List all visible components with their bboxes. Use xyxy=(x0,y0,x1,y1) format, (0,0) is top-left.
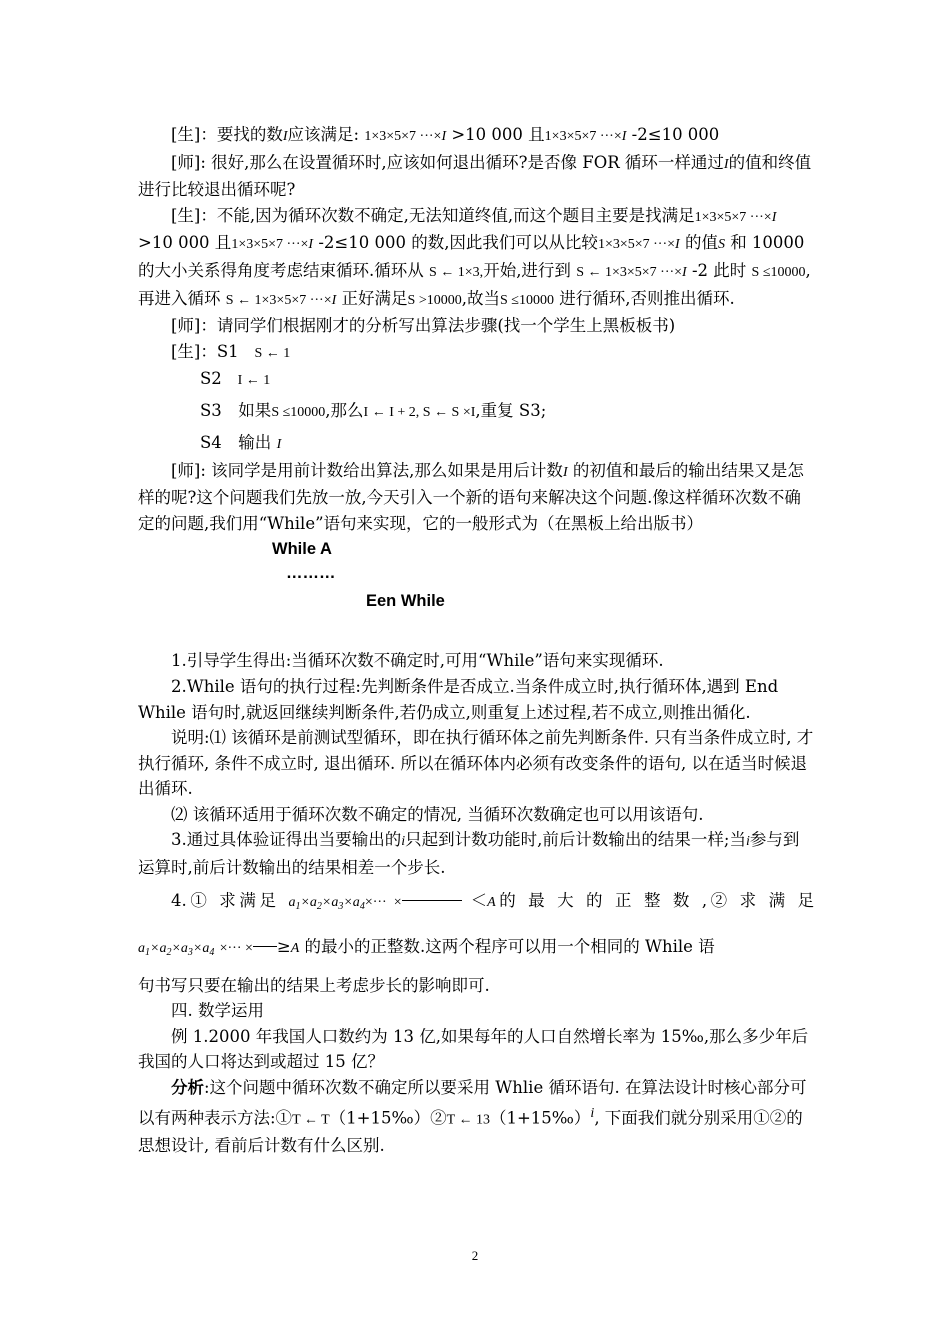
text: 的最小的正整数.这两个程序可以用一个相同的 While 语 xyxy=(304,936,715,956)
math-var: S xyxy=(717,237,725,253)
math-expr: S ← 1×3×5×7 ···× xyxy=(225,292,332,308)
math-var: i xyxy=(401,834,406,850)
text: 开始,进行到 xyxy=(483,260,571,280)
text: 参与到运算时,前后计数输出的结果相差一个步长. xyxy=(138,830,800,878)
math-var: I xyxy=(771,209,777,225)
step-2 xyxy=(138,366,814,394)
text: [生]：不能,因为循环次数不确定,无法知道终值,而这个题目主要是找满足 xyxy=(171,205,695,225)
code-end-while: Een While xyxy=(366,592,445,611)
math-var: i xyxy=(745,834,750,850)
text: （1+15‰） xyxy=(489,1108,591,1128)
math-expr: S ≤10000 xyxy=(499,292,554,308)
math-product: 1×3×5×7 ···× xyxy=(364,129,442,144)
text: [生]：要找的数 xyxy=(171,125,283,144)
math-var: A xyxy=(290,940,300,956)
blank-line xyxy=(402,900,462,901)
page-content xyxy=(138,122,814,1158)
text: ,重复 S3; xyxy=(475,400,547,420)
text: ≥ xyxy=(276,936,291,956)
step-1 xyxy=(138,339,814,367)
math-product: ×··· × xyxy=(219,940,253,956)
math-expr: S ← 1×3×5×7 ···× xyxy=(576,264,683,280)
math-var: I xyxy=(621,129,627,144)
text: :这个问题中循环次数不确定所以要采用 Whlie 循环语句. 在算法设计时核心部分可以有两种表示方法:① xyxy=(138,1078,807,1128)
text: 只起到计数功能时,前后计数输出的结果一样;当 xyxy=(405,830,746,850)
text: ＜ xyxy=(470,890,488,910)
math-expr: T ← 13 xyxy=(446,1112,490,1128)
math-expr: S ← 1 xyxy=(254,345,291,361)
point-3 xyxy=(138,827,814,880)
point-1: 1.引导学生得出:当循环次数不确定时,可用“While”语句来实现循环. xyxy=(171,651,664,671)
text: ,故当 xyxy=(461,288,500,308)
text: 分析 xyxy=(171,1078,204,1098)
text: , 下面我们就分别采用①②的思想设计, 看前后计数有什么区别. xyxy=(138,1108,803,1155)
math-expr: S ≤10000 xyxy=(271,404,326,420)
text: 进行循环,否则推出循环. xyxy=(559,288,735,308)
math-var: I xyxy=(723,156,729,172)
math-var: i xyxy=(590,1105,595,1121)
math-expr: S ← 1×3, xyxy=(429,264,484,280)
point-4-cont xyxy=(138,927,814,973)
text: 正好满足 xyxy=(341,288,408,308)
text: -2 此时 xyxy=(691,260,747,280)
text: 3.通过具体验证得出当要输出的 xyxy=(171,830,402,850)
teacher-line-1 xyxy=(138,150,814,203)
text: S2 xyxy=(200,369,222,389)
example-1: 例 1.2000 年我国人口数约为 13 亿,如果每年的人口自然增长率为 15‰,那么多少年后我国的人口将达到或超过 15 亿？ xyxy=(138,1026,809,1072)
math-expr: S ≤10000 xyxy=(751,264,806,280)
math-var: A xyxy=(487,894,496,910)
math-product: 1×3×5×7 ···× xyxy=(597,237,676,253)
note-1: 说明:⑴ 该循环是前测试型循环，即在执行循环体之前先判断条件. 只有当条件成立时, 才执行循环, 条件不成立时, 退出循环. 所以在循环体内必须有改变条件的语句, 以在适当时候退出循环. xyxy=(138,728,814,799)
math-product: 1×3×5×7 ···× xyxy=(231,237,309,253)
math-var: I xyxy=(682,264,687,280)
math-product-a: $a_1\times a_2\times a_3\times a_4$ xyxy=(288,894,365,912)
math-var: I xyxy=(282,129,288,144)
analysis xyxy=(138,1075,814,1158)
math-var: I xyxy=(331,292,337,308)
text: 的值和终值进行比较退出循环呢? xyxy=(138,152,812,200)
math-var: I xyxy=(308,237,314,253)
text: >10 000 且 xyxy=(138,233,232,253)
math-expr: I ← I + 2, S ← S ×I xyxy=(363,404,476,420)
math-expr: I ← 1 xyxy=(237,373,271,389)
math-var: I xyxy=(675,237,680,253)
text: 的值 xyxy=(684,233,718,253)
text: 的 最 大 的 正 整 数 ,② 求 满 足 xyxy=(495,890,815,910)
text: ,那么 xyxy=(325,400,364,420)
teacher-line-2: [师]：请同学们根据刚才的分析写出算法步骤(找一个学生上黑板板书) xyxy=(171,316,676,336)
math-var: I xyxy=(441,129,447,144)
text: -2≤10 000 的数,因此我们可以从比较 xyxy=(318,233,598,253)
text: [师]: 很好,那么在设置循环时,应该如何退出循环?是否像 FOR 循环一样通过 xyxy=(171,152,724,172)
math-expr: T ← T xyxy=(292,1112,330,1128)
text: >10 000 且 xyxy=(451,125,545,144)
math-var: I xyxy=(562,464,568,480)
student-line-2 xyxy=(138,203,814,313)
point-4-end: 句书写只要在输出的结果上考虑步长的影响即可. xyxy=(138,975,490,995)
student-line-1 xyxy=(138,122,814,150)
step-4 xyxy=(138,430,814,458)
text: -2≤10 000 xyxy=(631,125,720,144)
text: 应该满足: xyxy=(287,125,360,144)
section-heading: 四. 数学运用 xyxy=(171,1001,264,1021)
note-2: ⑵ 该循环适用于循环次数不确定的情况, 当循环次数确定也可以用该语句. xyxy=(171,804,704,824)
text: S4 输出 xyxy=(200,432,272,452)
math-expr: S >10000 xyxy=(407,292,462,308)
teacher-line-3 xyxy=(138,458,814,537)
math-product: 1×3×5×7 ···× xyxy=(694,209,772,225)
text: [生]：S1 xyxy=(171,341,239,361)
math-product-a: $a_1\times a_2\times a_3\times a_4$ xyxy=(138,940,215,958)
math-var: I xyxy=(276,436,282,452)
text: [师]: 该同学是用前计数给出算法,那么如果是用后计数 xyxy=(171,460,563,480)
text: 4.① 求满足 xyxy=(171,890,280,910)
text: ,再进入循环 xyxy=(138,260,811,308)
text: S3 如果 xyxy=(200,400,272,420)
spacer xyxy=(138,618,814,648)
step-3 xyxy=(138,394,814,430)
code-while: While A xyxy=(272,540,332,559)
point-2: 2.While 语句的执行过程:先判断条件是否成立.当条件成立时,执行循环体,遇到 End While 语句时,就返回继续判断条件,若仍成立,则重复上述过程,若不成立,则推出循化. xyxy=(138,676,779,722)
code-body: ……… xyxy=(286,564,336,583)
text: 和 10000 的大小关系得角度考虑结束循环.循环从 xyxy=(138,233,805,280)
point-4 xyxy=(138,881,814,927)
math-product: ×··· × xyxy=(364,894,402,910)
math-product: 1×3×5×7 ···× xyxy=(544,129,622,144)
text: （1+15‰）② xyxy=(329,1108,447,1128)
text: 的初值和最后的输出结果又是怎样的呢?这个问题我们先放一放,今天引入一个新的语句来解决这个问题.像这样循环次数不确定的问题,我们用“While”语句来实现，它的一般形式为（在黑板上给出版书） xyxy=(138,460,804,533)
blank-line xyxy=(253,946,277,947)
page-number: 2 xyxy=(471,1248,479,1263)
